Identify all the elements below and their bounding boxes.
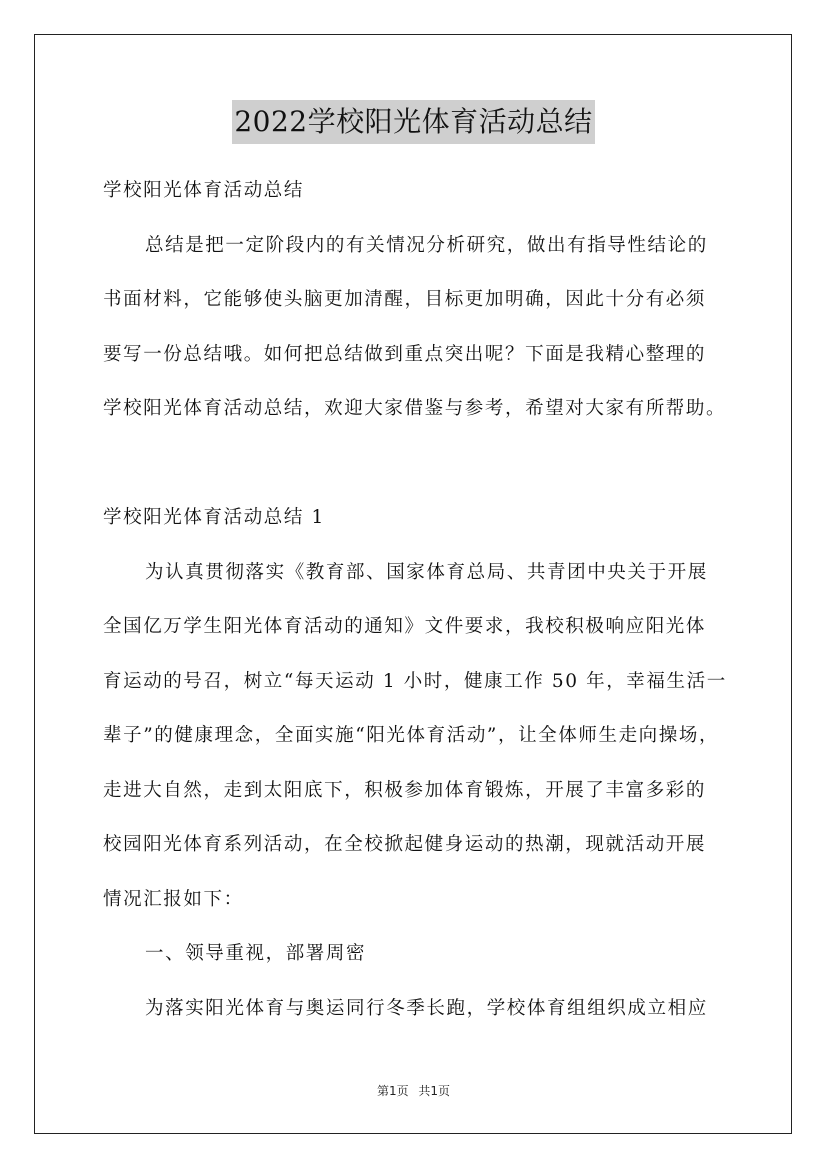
page-total: 共1页	[418, 1084, 451, 1098]
page-number: 第1页	[376, 1084, 409, 1098]
paragraph-line: 全国亿万学生阳光体育活动的通知》文件要求，我校积极响应阳光体	[103, 616, 707, 637]
paragraph-line: 情况汇报如下：	[103, 888, 244, 910]
paragraph-line: 为落实阳光体育与奥运同行冬季长跑，学校体育组组织成立相应	[145, 997, 708, 1019]
document-body	[103, 164, 733, 1036]
paragraph-line: 书面材料，它能够使头脑更加清醒，目标更加明确，因此十分有必须	[103, 289, 707, 310]
paragraph-line: 校园阳光体育系列活动，在全校掀起健身运动的热潮，现就活动开展	[103, 834, 707, 855]
paragraph-line: 要写一份总结哦。如何把总结做到重点突出呢？下面是我精心整理的	[103, 343, 707, 365]
title-wrap	[0, 100, 827, 144]
section-heading: 学校阳光体育活动总结 1	[103, 507, 325, 528]
subtitle: 学校阳光体育活动总结	[103, 180, 305, 201]
paragraph-line: 育运动的号召，树立“每天运动 1 小时，健康工作 50 年，幸福生活一	[103, 670, 727, 692]
paragraph-line: 辈子”的健康理念，全面实施“阳光体育活动”，让全体师生走向操场，	[103, 725, 720, 746]
paragraph-line: 学校阳光体育活动总结，欢迎大家借鉴与参考，希望对大家有所帮助。	[103, 398, 727, 419]
subheading: 一、领导重视，部署周密	[145, 943, 367, 964]
document-title: 2022学校阳光体育活动总结	[232, 100, 594, 144]
paragraph-line: 总结是把一定阶段内的有关情况分析研究，做出有指导性结论的	[145, 234, 708, 256]
paragraph-line: 走进大自然，走到太阳底下，积极参加体育锻炼，开展了丰富多彩的	[103, 779, 707, 801]
paragraph-line: 为认真贯彻落实《教育部、国家体育总局、共青团中央关于开展	[145, 561, 708, 583]
blank-line	[103, 437, 733, 492]
page-footer	[0, 1082, 827, 1099]
